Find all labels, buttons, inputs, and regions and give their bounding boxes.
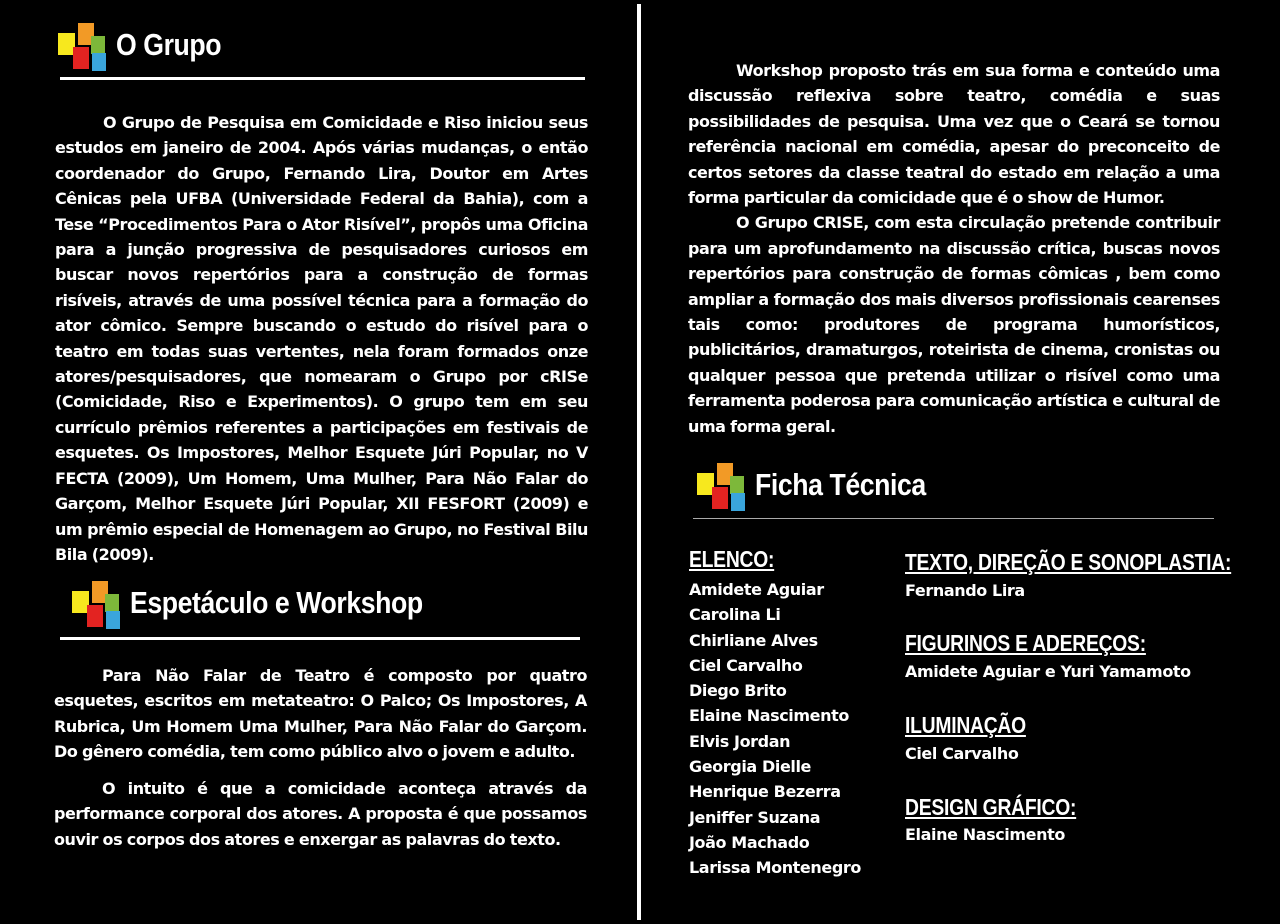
heading-underline xyxy=(60,77,585,80)
color-blocks-logo-icon xyxy=(72,581,122,631)
heading-underline xyxy=(693,518,1214,519)
cast-member: Elaine Nascimento xyxy=(689,706,849,726)
heading-underline xyxy=(60,637,580,640)
section-title-ficha: Ficha Técnica xyxy=(755,467,926,502)
espetaculo-text-2 xyxy=(54,776,587,852)
cast-member: Elvis Jordan xyxy=(689,731,791,751)
cast-member: Chirliane Alves xyxy=(689,630,818,650)
design-grafico-label: DESIGN GRÁFICO: xyxy=(905,794,1077,820)
espetaculo-paragraph-1: Para Não Falar de Teatro é composto por quatro esquetes, escritos em metateatro: O Palco; Os Impostores, A Rubrica, Um Homem Uma Mulher, Para Não Falar do Garçom. Do gênero comédia, tem como público alvo o jovem e adulto. xyxy=(54,666,587,762)
iluminacao-value: Ciel Carvalho xyxy=(905,744,1019,763)
cast-member: Larissa Montenegro xyxy=(689,858,861,878)
section-title-grupo: O Grupo xyxy=(116,27,222,62)
workshop-paragraph-2: O Grupo CRISE, com esta circulação pretende contribuir para um aprofundamento na discussão crítica, buscas novos repertórios para construção de formas cômicas , bem como ampliar a formação dos mais diversos profissionais cearenses tais como: produtores de programa humorísticos, publicitários, dramaturgos, roteirista de cinema, cronistas ou qualquer pessoa que pretenda utilizar o risível como uma ferramenta poderosa para comunicação artística e cultural de uma forma geral. xyxy=(688,213,1220,436)
page-divider xyxy=(637,4,641,920)
cast-list xyxy=(689,577,861,881)
espetaculo-text-1 xyxy=(54,663,587,765)
figurinos-value: Amidete Aguiar e Yuri Yamamoto xyxy=(905,662,1191,681)
section-title-espetaculo: Espetáculo e Workshop xyxy=(130,585,423,620)
color-blocks-logo-icon xyxy=(58,23,108,73)
figurinos-label: FIGURINOS E ADEREÇOS: xyxy=(905,630,1146,656)
cast-member: João Machado xyxy=(689,832,810,852)
cast-member: Ciel Carvalho xyxy=(689,655,803,675)
cast-member: Carolina Li xyxy=(689,605,781,625)
iluminacao-label: ILUMINAÇÃO xyxy=(905,712,1026,738)
workshop-text xyxy=(688,58,1220,439)
elenco-label: ELENCO: xyxy=(689,546,775,572)
cast-member: Jeniffer Suzana xyxy=(689,807,821,827)
workshop-paragraph-1: Workshop proposto trás em sua forma e conteúdo uma discussão reflexiva sobre teatro, comédia e suas possibilidades de pesquisa. Uma vez que o Ceará se tornou referência nacional em comédia, apesar do preconceito de certos setores da classe teatral do estado em relação a uma forma particular da comicidade que é o show de Humor. xyxy=(688,61,1220,208)
color-blocks-logo-icon xyxy=(697,463,747,513)
cast-member: Henrique Bezerra xyxy=(689,782,841,802)
cast-member: Diego Brito xyxy=(689,681,787,701)
grupo-text xyxy=(55,110,588,567)
design-grafico-value: Elaine Nascimento xyxy=(905,825,1065,844)
cast-member: Amidete Aguiar xyxy=(689,580,824,599)
texto-direcao-value: Fernando Lira xyxy=(905,581,1025,600)
cast-member: Georgia Dielle xyxy=(689,757,812,777)
espetaculo-paragraph-2: O intuito é que a comicidade aconteça através da performance corporal dos atores. A proposta é que possamos ouvir os corpos dos atores e enxergar as palavras do texto. xyxy=(54,779,587,849)
grupo-paragraph: O Grupo de Pesquisa em Comicidade e Riso iniciou seus estudos em janeiro de 2004. Após várias mudanças, o então coordenador do Grupo, Fernando Lira, Doutor em Artes Cênicas pela UFBA (Universidade Federal da Bahia), com a Tese “Procedimentos Para o Ator Risível”, propôs uma Oficina para a junção progressiva de pesquisadores curiosos em buscar novos repertórios para a construção de formas risíveis, através de uma possível técnica para a formação do ator cômico. Sempre buscando o estudo do risível para o teatro em todas suas vertentes, nela foram formados onze atores/pesquisadores, que nomearam o Grupo por cRISe (Comicidade, Riso e Experimentos). O grupo tem em seu currículo prêmios referentes a participações em festivais de esquetes. Os Impostores, Melhor Esquete Júri Popular, no V FECTA (2009), Um Homem, Uma Mulher, Para Não Falar do Garçom, Melhor Esquete Júri Popular, XII FESFORT (2009) e um prêmio especial de Homenagem ao Grupo, no Festival Bilu Bila (2009). xyxy=(55,113,588,564)
texto-direcao-label: TEXTO, DIREÇÃO E SONOPLASTIA: xyxy=(905,549,1232,575)
